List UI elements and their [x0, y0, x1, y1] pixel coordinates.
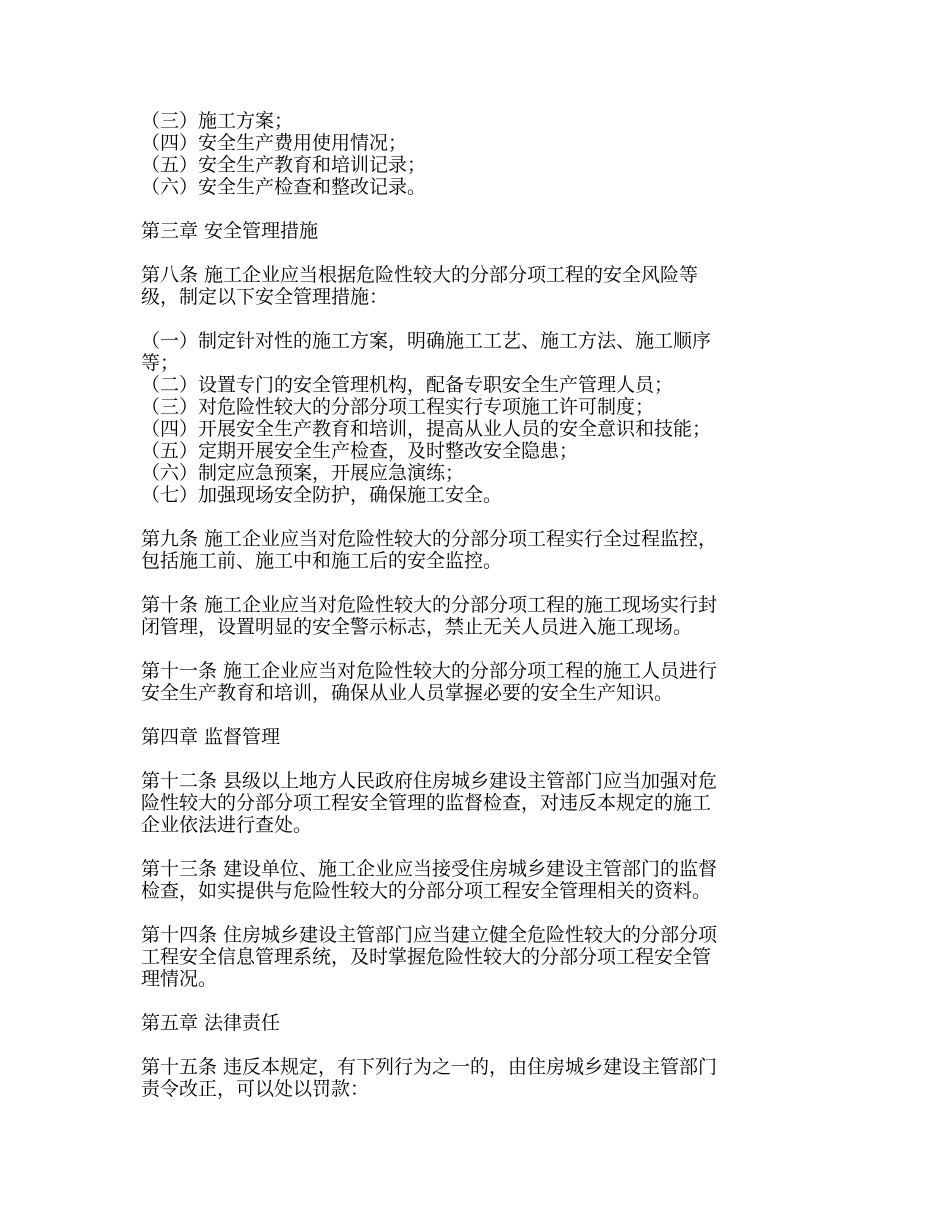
article-text: 理情况。	[141, 968, 218, 990]
list-item: （二）设置专门的安全管理机构，配备专职安全生产管理人员；	[141, 374, 674, 396]
article-text: 级，制定以下安全管理措施：	[141, 286, 389, 308]
article-8	[141, 264, 821, 308]
chapter-title: 第四章 监督管理	[141, 726, 281, 748]
list-item: （四）安全生产费用使用情况；	[141, 132, 408, 154]
list-block-documents	[141, 110, 821, 198]
list-item: （六）制定应急预案，开展应急演练；	[141, 462, 465, 484]
list-item: 等；	[141, 352, 180, 374]
article-text: 第十二条 县级以上地方人民政府住房城乡建设主管部门应当加强对危	[141, 770, 718, 792]
article-text: 责令改正，可以处以罚款：	[141, 1078, 370, 1100]
article-text: 险性较大的分部分项工程安全管理的监督检查，对违反本规定的施工	[141, 792, 712, 814]
list-item: （七）加强现场安全防护，确保施工安全。	[141, 484, 503, 506]
article-text: 包括施工前、施工中和施工后的安全监控。	[141, 550, 503, 572]
chapter-heading-5	[141, 1012, 821, 1034]
article-text: 第八条 施工企业应当根据危险性较大的分部分项工程的安全风险等	[141, 264, 699, 286]
list-item: （五）定期开展安全生产检查，及时整改安全隐患；	[141, 440, 579, 462]
article-15	[141, 1056, 821, 1100]
article-9	[141, 528, 821, 572]
list-item: （四）开展安全生产教育和培训，提高从业人员的安全意识和技能；	[141, 418, 712, 440]
article-text: 第十五条 违反本规定，有下列行为之一的，由住房城乡建设主管部门	[141, 1056, 718, 1078]
article-text: 企业依法进行查处。	[141, 814, 313, 836]
article-12	[141, 770, 821, 836]
article-text: 第十条 施工企业应当对危险性较大的分部分项工程的施工现场实行封	[141, 594, 718, 616]
article-text: 安全生产教育和培训，确保从业人员掌握必要的安全生产知识。	[141, 682, 674, 704]
article-text: 第十三条 建设单位、施工企业应当接受住房城乡建设主管部门的监督	[141, 858, 718, 880]
list-item: （三）对危险性较大的分部分项工程实行专项施工许可制度；	[141, 396, 655, 418]
article-text: 检查，如实提供与危险性较大的分部分项工程安全管理相关的资料。	[141, 880, 712, 902]
article-13	[141, 858, 821, 902]
article-text: 第十四条 住房城乡建设主管部门应当建立健全危险性较大的分部分项	[141, 924, 718, 946]
chapter-title: 第五章 法律责任	[141, 1012, 281, 1034]
list-item: （五）安全生产教育和培训记录；	[141, 154, 427, 176]
chapter-title: 第三章 安全管理措施	[141, 220, 319, 242]
article-14	[141, 924, 821, 990]
list-block-measures	[141, 330, 821, 506]
list-item: （六）安全生产检查和整改记录。	[141, 176, 427, 198]
chapter-heading-4	[141, 726, 821, 748]
article-text: 工程安全信息管理系统，及时掌握危险性较大的分部分项工程安全管	[141, 946, 712, 968]
article-text: 第九条 施工企业应当对危险性较大的分部分项工程实行全过程监控，	[141, 528, 718, 550]
article-11	[141, 660, 821, 704]
article-text: 闭管理，设置明显的安全警示标志，禁止无关人员进入施工现场。	[141, 616, 693, 638]
list-item: （一）制定针对性的施工方案，明确施工工艺、施工方法、施工顺序	[141, 330, 712, 352]
article-10	[141, 594, 821, 638]
list-item: （三）施工方案；	[141, 110, 294, 132]
chapter-heading-3	[141, 220, 821, 242]
article-text: 第十一条 施工企业应当对危险性较大的分部分项工程的施工人员进行	[141, 660, 718, 682]
document-page	[141, 110, 821, 1122]
